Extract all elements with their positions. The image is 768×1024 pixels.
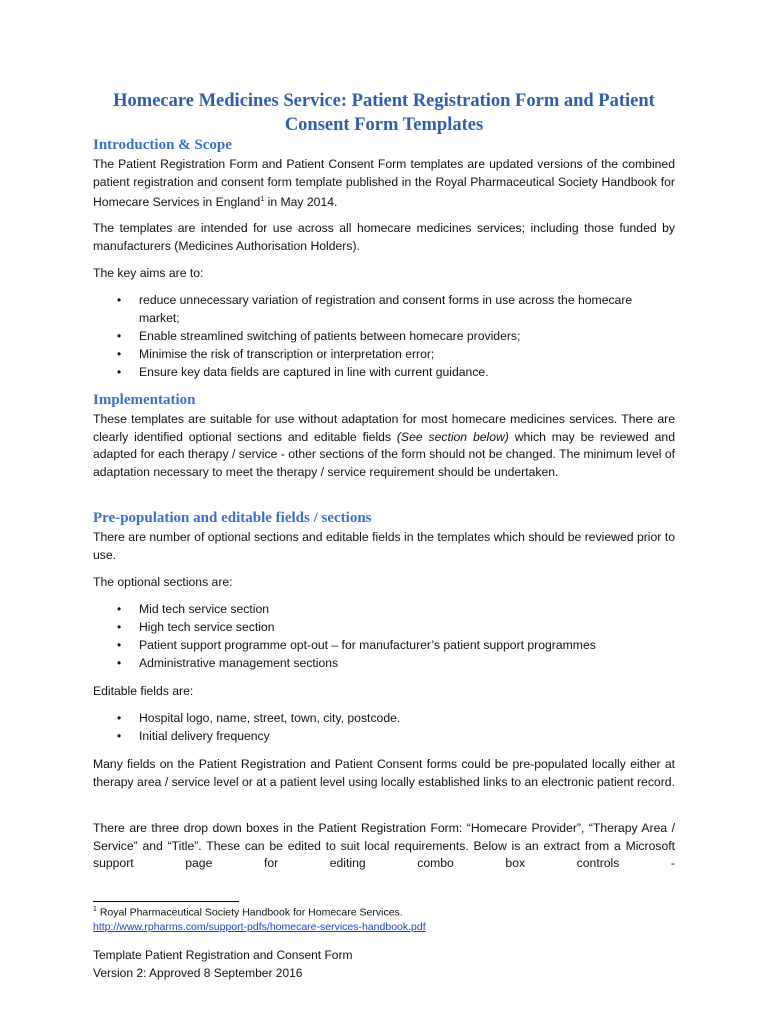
intro-paragraph-3: The key aims are to: xyxy=(93,266,204,280)
footer-line-1: Template Patient Registration and Consent Form xyxy=(93,948,353,962)
prepop-paragraph-5: There are three drop down boxes in the Patient Registration Form: “Homecare Provider”, “Therapy Area / Service” and “Title”. These can be edited to suit local requirements. Below is an extract from a Microsoft support page for editing combo box controls - xyxy=(93,821,675,871)
prepop-paragraph-4: Many fields on the Patient Registration and Patient Consent forms could be pre-populated locally either at therapy area / service level or at a patient level using locally established links to an electronic patient record. xyxy=(93,757,675,789)
list-item: • reduce unnecessary variation of registration and consent forms in use across the homecare market; xyxy=(117,293,633,325)
bullet-icon: • xyxy=(117,602,122,616)
list-item: • Administrative management sections xyxy=(93,655,675,673)
document-title xyxy=(85,89,683,137)
prepop-paragraph-3: Editable fields are: xyxy=(93,684,194,698)
title-line-1: Homecare Medicines Service: Patient Registration Form and Patient xyxy=(113,91,655,111)
implementation-paragraph: These templates are suitable for use without adaptation for most homecare medicines services. There are clearly identified optional sections and editable fields (See section below) which may be reviewed and adapted for each therapy / service - other sections of the form should not be changed. The minimum level of adaptation necessary to meet the therapy / service requirement should be undertaken. xyxy=(93,412,675,480)
footnote-text: Royal Pharmaceutical Society Handbook for Homecare Services. xyxy=(96,906,403,919)
bullet-icon: • xyxy=(117,637,122,652)
intro-paragraph-2: The templates are intended for use across all homecare medicines services; including those funded by manufacturers (Medicines Authorisation Holders). xyxy=(93,221,675,253)
bullet-icon: • xyxy=(117,655,122,670)
list-item: • High tech service section xyxy=(93,619,675,637)
list-item: • Hospital logo, name, street, town, city, postcode. xyxy=(93,710,675,728)
prepop-paragraph-1: There are number of optional sections and editable fields in the templates which should be reviewed prior to use. xyxy=(93,530,675,562)
intro-paragraph-1: The Patient Registration Form and Patient Consent Form templates are updated versions of the combined patient registration and consent form template published in the Royal Pharmaceutical Society Handbook for Homecare Services in England$^1$ in May 2014. xyxy=(93,157,675,210)
list-item: • Mid tech service section xyxy=(93,601,675,619)
bullet-icon: • xyxy=(117,328,122,343)
heading-implementation: Implementation xyxy=(93,392,196,408)
footer-line-2: Version 2: Approved 8 September 2016 xyxy=(93,965,303,980)
footnote-number: 1 xyxy=(93,906,97,913)
heading-prepopulation: Pre-population and editable fields / sections xyxy=(93,510,372,526)
bullet-icon: • xyxy=(117,728,122,743)
list-item: • Initial delivery frequency xyxy=(93,728,675,746)
footnote-link-line xyxy=(93,921,426,933)
list-item: • Enable streamlined switching of patients between homecare providers; xyxy=(93,328,675,346)
editable-fields-list xyxy=(93,710,675,746)
bullet-icon: • xyxy=(117,293,122,307)
title-line-2: Consent Form Templates xyxy=(284,115,484,135)
aims-list xyxy=(93,292,675,382)
prepop-paragraph-2: The optional sections are: xyxy=(93,575,233,589)
optional-sections-list xyxy=(93,601,675,673)
list-item: • Patient support programme opt-out – for manufacturer’s patient support programmes xyxy=(93,637,675,655)
footer xyxy=(93,947,352,982)
footnote-divider xyxy=(93,901,239,902)
list-item: • Minimise the risk of transcription or interpretation error; xyxy=(93,346,675,364)
bullet-icon: • xyxy=(117,711,122,725)
footnote xyxy=(93,906,403,919)
footnote-ref: 1 xyxy=(260,196,265,204)
bullet-icon: • xyxy=(117,364,122,379)
bullet-icon: • xyxy=(117,619,122,634)
list-item: • Ensure key data fields are captured in line with current guidance. xyxy=(93,364,675,382)
heading-introduction: Introduction & Scope xyxy=(93,137,232,153)
bullet-icon: • xyxy=(117,346,122,361)
footnote-link[interactable]: http://www.rpharms.com/support-pdfs/homecare-services-handbook.pdf xyxy=(93,921,426,933)
